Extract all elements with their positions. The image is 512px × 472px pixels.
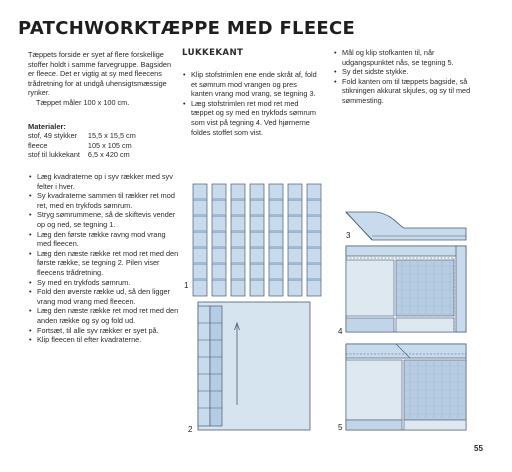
figure-4-corner [346, 246, 466, 332]
figure-2-label: 2 [188, 425, 193, 434]
page-number: 55 [474, 444, 483, 453]
figure-1-label: 1 [184, 281, 189, 290]
intro-paragraph: Tæppets forside er syet af flere forskellige stoffer holdt i samme farvegruppe. Bagsiden er fleece. Det er vigtig at sy med fleecens trådretning for at undgå uhensigtsmæssige rynker. [28, 50, 172, 98]
material-qty: 6,5 x 420 cm [87, 150, 130, 160]
figure-5-label: 5 [338, 423, 343, 432]
step-item: • Klip stofstrimlen ene ende skråt af, fold et sømrum mod vrangen og pres kanten vrang mod vrang, se tegning 3. [182, 70, 320, 99]
step-item: • Fold den øverste række ud, så den ligger vrang mod vrang med fleecen. [28, 287, 180, 306]
material-label: stof, 49 stykker [28, 131, 78, 140]
step-item: • Læg kvadraterne op i syv rækker med syv felter i hver. [28, 172, 180, 191]
step-item: • Stryg sømrummene, så de skiftevis vender op og ned, se tegning 1. [28, 210, 180, 229]
material-qty: 105 x 105 cm [87, 140, 132, 150]
figure-3-strip-fold [346, 212, 466, 240]
step-item: • Læg den første række ravng mod vrang med fleecen. [28, 230, 180, 249]
material-label: stof til lukkekant [28, 150, 80, 160]
figure-3-label: 3 [346, 231, 351, 240]
figure-4-label: 4 [338, 327, 343, 336]
material-qty: 15,5 x 15,5 cm [87, 131, 136, 140]
step-item: • Læg den næste række ret mod ret med den anden række og sy og fold ud. [28, 306, 180, 325]
step-item: • Sy det sidste stykke. [333, 67, 483, 77]
step-item: • Læg den næste række ret mod ret med den første række, se tegning 2. Pilen viser fleecens trådretning. [28, 249, 180, 278]
figure-1-strips [193, 184, 321, 296]
figure-5-join [346, 344, 466, 430]
step-item: • Sy kvadraterne sammen til rækker ret mod ret, med en trykfods sømrum. [28, 191, 180, 210]
step-item: • Klip fleecen til efter kvadraterne. [28, 335, 180, 345]
step-item: • Fold kanten om til tæppets bagside, så stikningen akkurat skjules, og sy til med sømmesting. [333, 77, 483, 106]
materials-heading: Materialer: [28, 122, 66, 131]
step-item: • Fortsæt, til alle syv rækker er syet på. [28, 326, 180, 336]
intro-size: Tæppet måler 100 x 100 cm. [36, 97, 130, 107]
section-heading: LUKKEKANT [182, 48, 244, 58]
page-title: PATCHWORKTÆPPE MED FLEECE [18, 18, 356, 39]
step-item: • Læg stofstrimlen ret mod ret med tæppet og sy med en trykfods sømrum som vist på tegning 4. Ved hjørnerne foldes stoffet som vist. [182, 99, 320, 137]
step-item: • Mål og klip stofkanten til, når udgangspunktet nås, se tegning 5. [333, 48, 483, 67]
figure-2-fleece [198, 302, 310, 430]
step-item: • Sy med en trykfods sømrum. [28, 278, 180, 288]
material-label: fleece [28, 140, 48, 150]
